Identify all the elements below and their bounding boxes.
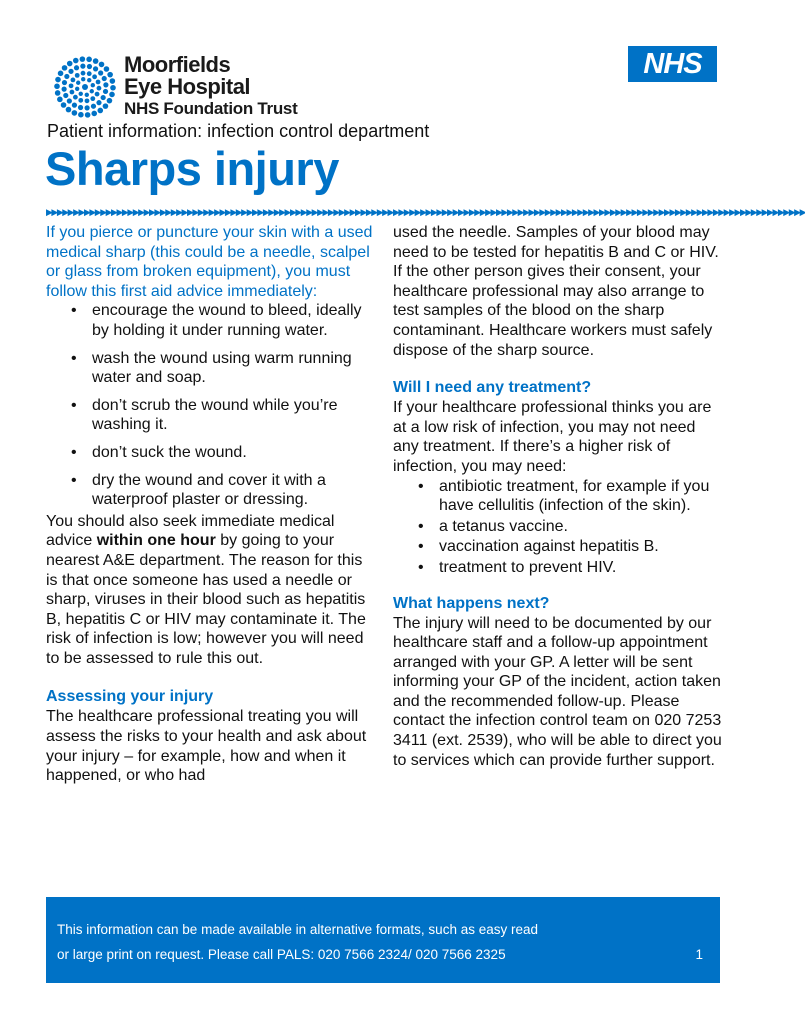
footer-text-line2: or large print on request. Please call PALS: 020 7566 2324/ 020 7566 2325 <box>57 947 506 962</box>
assessing-heading: Assessing your injury <box>46 688 214 706</box>
organisation-name <box>124 54 297 120</box>
advice-emphasis: within one hour <box>96 532 216 550</box>
list-item: • dry the wound and cover it with a waterproof plaster or dressing. <box>92 471 376 510</box>
moorfields-logo-icon <box>50 52 120 122</box>
footer-banner <box>46 897 720 983</box>
list-item: • antibiotic treatment, for example if you have cellulitis (infection of the skin). <box>439 477 725 516</box>
nhs-logo: NHS <box>628 46 717 82</box>
org-name-line3: NHS Foundation Trust <box>124 99 298 118</box>
org-name-line1: Moorfields <box>124 52 231 77</box>
left-column <box>46 223 376 786</box>
first-aid-list <box>46 301 376 509</box>
consent-text: If the other person gives their consent, your healthcare professional may also arrange to test samples of the blood on the sharp contaminant. Healthcare workers must safely dispose of the sharp source. <box>393 263 713 359</box>
page-title: Sharps injury <box>45 142 339 195</box>
list-item: • vaccination against hepatitis B. <box>439 537 725 557</box>
list-item: • don’t scrub the wound while you’re washing it. <box>92 396 376 435</box>
arrow-divider: ▶▶▶▶▶▶▶▶▶▶▶▶▶▶▶▶▶▶▶▶▶▶▶▶▶▶▶▶▶▶▶▶▶▶▶▶▶▶▶▶▶▶▶▶▶▶▶▶▶▶▶▶▶▶▶▶▶▶▶▶▶▶▶▶▶▶▶▶▶▶▶▶▶▶▶▶▶▶▶▶▶▶▶▶▶▶▶▶▶▶▶▶▶▶▶▶▶▶▶▶▶▶▶▶▶▶▶▶▶▶▶▶▶▶▶▶▶▶▶▶▶▶▶▶▶▶▶▶▶▶▶▶▶▶▶▶▶▶▶▶ <box>46 207 805 217</box>
treatment-heading: Will I need any treatment? <box>393 379 592 397</box>
advice-paragraph <box>46 512 376 669</box>
page-subtitle: Patient information: infection control department <box>47 121 430 141</box>
list-item: • don’t suck the wound. <box>92 443 376 463</box>
treatment-text: If your healthcare professional thinks you are at a low risk of infection, you may not need any treatment. If there’s a higher risk of infection, you may need: <box>393 399 712 475</box>
advice-text-end: by going to your nearest A&E department. The reason for this is that once someone has used a needle or sharp, viruses in their blood such as hepatitis B, hepatitis C or HIV may contaminate it. The risk of infection is low; however you will need to be assessed to rule this out. <box>46 532 366 667</box>
intro-text: If you pierce or puncture your skin with a used medical sharp (this could be a needle, scalpel or glass from broken equipment), you must follow this first aid advice immediately: <box>46 224 373 300</box>
list-item: • encourage the wound to bleed, ideally by holding it under running water. <box>92 301 376 340</box>
page-number: 1 <box>695 947 703 962</box>
treatment-list <box>393 477 725 578</box>
next-heading: What happens next? <box>393 594 550 612</box>
list-item: • treatment to prevent HIV. <box>439 558 725 578</box>
list-item: • wash the wound using warm running water and soap. <box>92 349 376 388</box>
next-text: The injury will need to be documented by our healthcare staff and a follow-up appointment arranged with your GP. A letter will be sent informing your GP of the incident, action taken and the recommended follow-up. Please contact the infection control team on 020 7253 3411 (ext. 2539), who will be able to direct you to services which can provide further support. <box>393 614 722 769</box>
list-item: • a tetanus vaccine. <box>439 517 725 537</box>
right-column <box>393 223 725 770</box>
assessing-text: The healthcare professional treating you will assess the risks to your health and ask about your injury – for example, how and when it happened, or who had <box>46 708 367 785</box>
advice-text-start: You should also seek immediate medical advice <box>46 512 335 550</box>
footer-text-line1: This information can be made available in alternative formats, such as easy read <box>57 922 538 937</box>
org-name-line2: Eye Hospital <box>124 74 251 99</box>
continued-text: used the needle. Samples of your blood may need to be tested for hepatitis B and C or HIV. <box>393 224 719 261</box>
